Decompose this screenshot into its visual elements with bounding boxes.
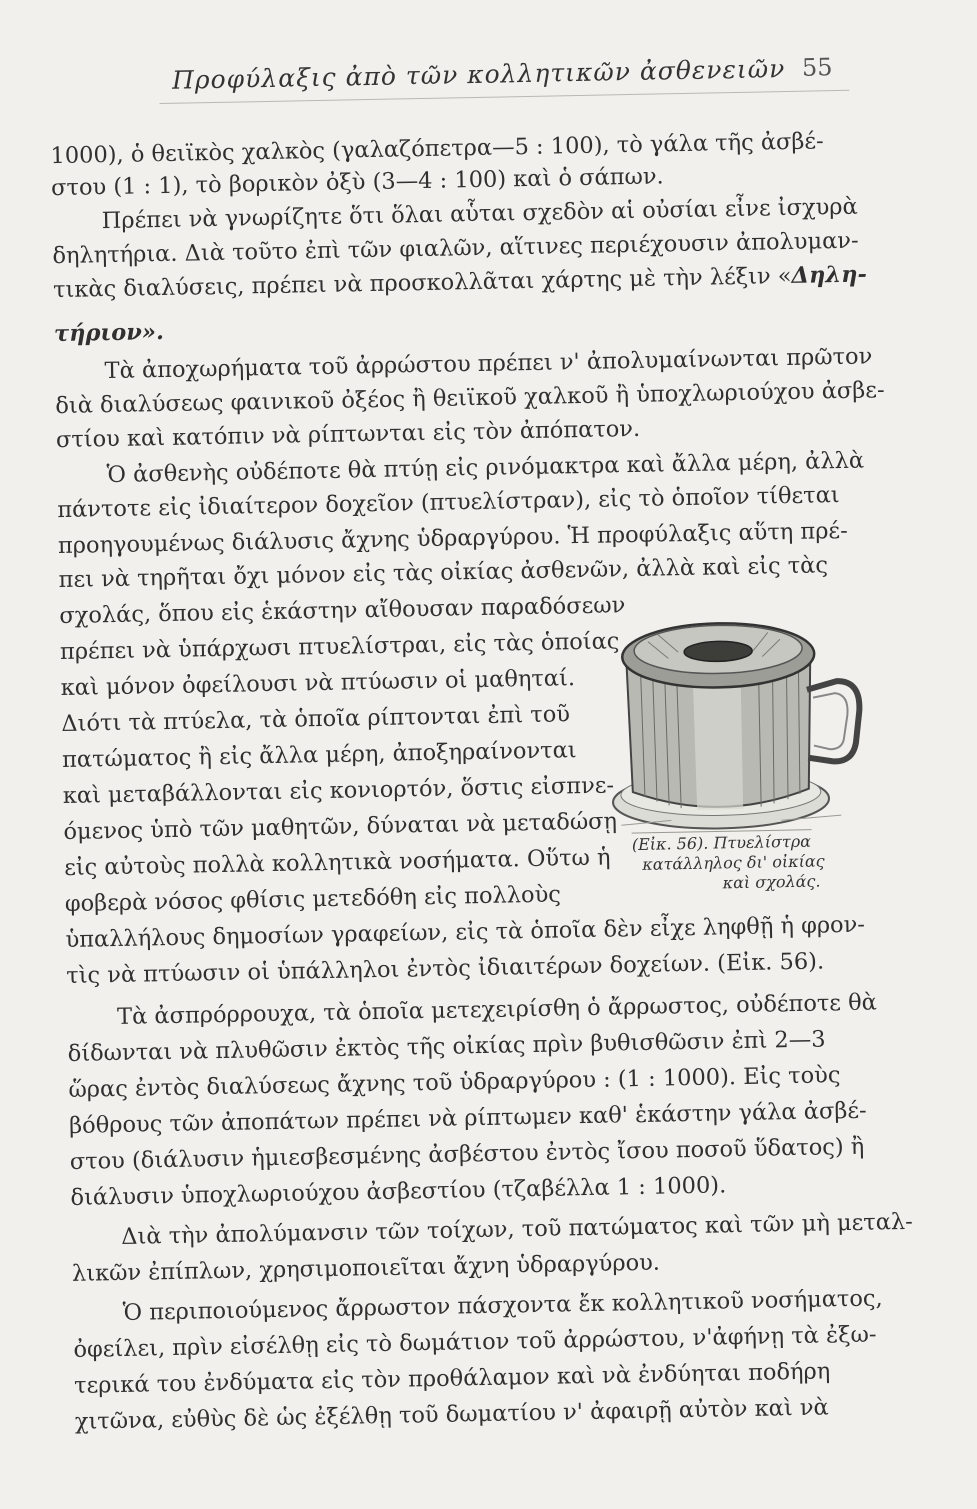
text-line: Διὰ τὴν ἀπολύμανσιν τῶν τοίχων, τοῦ πατώματος καὶ τῶν μὴ μεταλ- bbox=[121, 1208, 913, 1250]
text-line: στου (1 : 1), τὸ βορικὸν ὀξὺ (3—4 : 100) καὶ ὁ σάπων. bbox=[50, 163, 664, 202]
text-line: ὀφείλει, πρὶν εἰσέλθῃ εἰς τὸ δωμάτιον τοῦ ἀρρώστου, ν'ἀφήνῃ τὰ ἐξω- bbox=[73, 1321, 877, 1363]
text-line: σχολάς, ὅπου εἰς ἑκάστην αἴθουσαν παραδόσεων bbox=[59, 592, 626, 630]
text-line: τερικά του ἐνδύματα εἰς τὸν προθάλαμον καὶ νὰ ἐνδύηται ποδήρη bbox=[73, 1358, 831, 1399]
spittoon-illustration bbox=[607, 593, 874, 838]
caption-line: (Εἰκ. 56). Πτυελίστρα bbox=[631, 831, 812, 855]
text-line: Τὰ ἀποχωρήματα τοῦ ἀρρώστου πρέπει ν' ἀπολυμαίνωνται πρῶτον bbox=[104, 343, 873, 385]
text-line: διάλυσιν ὑποχλωριούχου ἀσβεστίου (τζαβέλλα 1 : 1000). bbox=[70, 1172, 727, 1211]
text-line: καὶ μόνον ὀφείλουσι νὰ πτύωσιν οἱ μαθηταί. bbox=[60, 665, 576, 702]
text-line: Τὰ ἀσπρόρρουχα, τὰ ὁποῖα μετεχειρίσθη ὁ ἄρρωστος, οὐδέποτε θὰ bbox=[116, 989, 878, 1031]
text-line: δηλητήρια. Διὰ τοῦτο ἐπὶ τῶν φιαλῶν, αἵτινες περιέχουσιν ἀπολυμαν- bbox=[52, 227, 859, 270]
text-line: όμενος ὑπὸ τῶν μαθητῶν, δύναται νὰ μεταδώσῃ bbox=[63, 808, 618, 846]
caption-line: καὶ σχολάς. bbox=[722, 871, 821, 893]
figure-caption bbox=[632, 830, 903, 895]
text-line: χιτῶνα, εὐθὺς δὲ ὡς ἐξέλθῃ τοῦ δωματίου ν' ἀφαιρῇ αὐτὸν καὶ νὰ bbox=[74, 1394, 829, 1435]
text-line: βόθρους τῶν ἀποπάτων πρέπει νὰ ρίπτωμεν καθ' ἑκάστην γάλα ἀσβέ- bbox=[68, 1097, 867, 1139]
page-number: 55 bbox=[801, 53, 833, 82]
text-line: προηγουμένως διάλυσις ἄχνης ὑδραργύρου. Ἡ προφύλαξις αὕτη πρέ- bbox=[57, 517, 848, 560]
text-line: Ὁ ἀσθενὴς οὐδέποτε θὰ πτύῃ εἰς ρινόμακτρα καὶ ἄλλα μέρη, ἀλλὰ bbox=[106, 447, 865, 489]
text-line: 1000), ὁ θειϊκὸς χαλκὸς (γαλαζόπετρα—5 : 100), τὸ γάλα τῆς ἀσβέ- bbox=[50, 128, 824, 170]
running-title: Προφύλαξις ἀπὸ τῶν κολλητικῶν ἀσθενειῶν bbox=[171, 54, 786, 95]
emphasized-word: τήριον». bbox=[53, 318, 165, 348]
text-line: στίου καὶ κατόπιν νὰ ρίπτωνται εἰς τὸν ἀπόπατον. bbox=[55, 415, 641, 454]
text-line: ὥρας ἐντὸς διαλύσεως ἄχνης τοῦ ὑδραργύρου : (1 : 1000). Εἰς τοὺς bbox=[68, 1062, 841, 1103]
spittoon-drawing bbox=[607, 593, 874, 838]
text-line: εἰς αὐτοὺς πολλὰ κολλητικὰ νοσήματα. Οὕτω ἡ bbox=[63, 844, 611, 882]
text-line: τὶς νὰ πτύωσιν οἱ ὑπάλληλοι ἐντὸς ἰδιαιτέρων δοχείων. (Εἰκ. 56). bbox=[66, 948, 825, 989]
text-line: Πρέπει νὰ γνωρίζητε ὅτι ὅλαι αὗται σχεδὸν αἱ οὐσίαι εἶνε ἰσχυρὰ bbox=[101, 193, 858, 235]
text-line: φοβερὰ νόσος φθίσις μετεδόθη εἰς πολλοὺς bbox=[64, 881, 562, 917]
text-line: λικῶν ἐπίπλων, χρησιμοποιεῖται ἄχνη ὑδραργύρου. bbox=[71, 1249, 661, 1287]
text-line: στου (διάλυσιν ἡμιεσβεσμένης ἀσβέστου ἐντὸς ἴσου ποσοῦ ὕδατος) ἢ bbox=[69, 1133, 865, 1175]
text-line: πατώματος ἢ εἰς ἄλλα μέρη, ἀποξηραίνονται bbox=[61, 737, 577, 774]
text-line bbox=[54, 316, 164, 350]
text-line: δίδωνται νὰ πλυθῶσιν ἐκτὸς τῆς οἰκίας πρὶν βυθισθῶσιν ἐπὶ 2—3 bbox=[67, 1026, 826, 1067]
text-line: πάντοτε εἰς ἰδιαίτερον δοχεῖον (πτυελίστραν), εἰς τὸ ὁποῖον τίθεται bbox=[57, 482, 840, 524]
emphasized-word: Δηλη- bbox=[791, 261, 868, 289]
text-line: ὑπαλλήλους δημοσίων γραφείων, εἰς τὰ ὁποῖα δὲν εἶχε ληφθῇ ἡ φρον- bbox=[65, 911, 866, 953]
text-segment: τικὰς διαλύσεις, πρέπει νὰ προσκολλᾶται χάρτης μὲ τὴν λέξιν « bbox=[52, 262, 792, 304]
text-line: καὶ μεταβάλλονται εἰς κονιορτόν, ὅστις εἰσπνε- bbox=[62, 772, 615, 810]
text-line: διὰ διαλύσεως φαινικοῦ ὀξέος ἢ θειϊκοῦ χαλκοῦ ἢ ὑποχλωριούχου ἀσβε- bbox=[55, 377, 885, 420]
text-line: πει νὰ τηρῆται ὄχι μόνον εἰς τὰς οἰκίας ἀσθενῶν, ἀλλὰ καὶ εἰς τὰς bbox=[58, 552, 829, 594]
text-line: Ὁ περιποιούμενος ἄρρωστον πάσχοντα ἔκ κολλητικοῦ νοσήματος, bbox=[122, 1285, 883, 1326]
caption-line: κατάλληλος δι' οἰκίας bbox=[642, 851, 825, 874]
text-line: Διότι τὰ πτύελα, τὰ ὁποῖα ρίπτονται ἐπὶ τοῦ bbox=[61, 701, 571, 738]
text-line: πρέπει νὰ ὑπάρχωσι πτυελίστραι, εἰς τὰς ὁποίας bbox=[59, 628, 620, 666]
